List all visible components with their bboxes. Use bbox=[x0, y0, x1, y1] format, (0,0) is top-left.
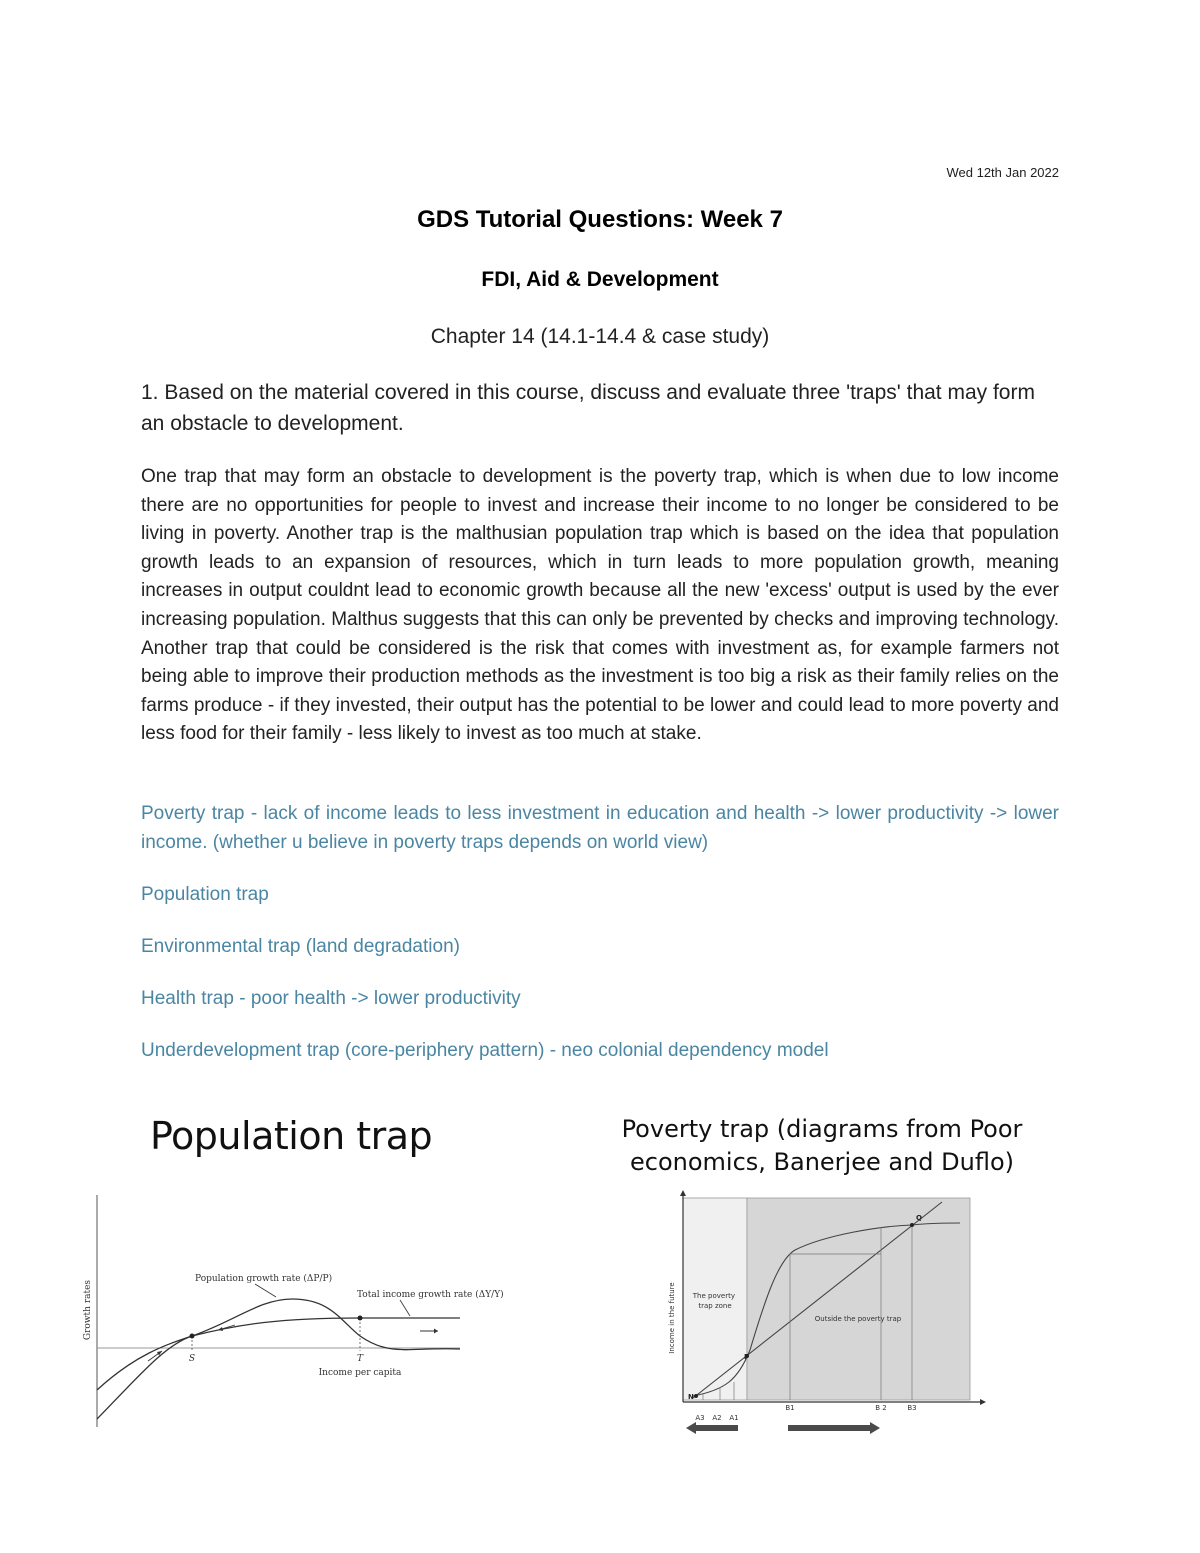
right-block-arrow bbox=[788, 1422, 880, 1434]
chapter-reference: Chapter 14 (14.1-14.4 & case study) bbox=[430, 325, 770, 348]
y-axis-label: Income in the future bbox=[668, 1282, 676, 1354]
document-title: GDS Tutorial Questions: Week 7 bbox=[417, 206, 783, 233]
t-label: T bbox=[356, 1354, 364, 1364]
equilibrium-s bbox=[190, 1334, 195, 1339]
note-poverty-trap: Poverty trap - lack of income leads to less investment in education and health -> lower productivity -> lower income. (whether u believe in poverty traps depends on world view) bbox=[141, 803, 1059, 853]
tick-b3: B3 bbox=[907, 1404, 917, 1412]
income-growth-curve bbox=[97, 1318, 460, 1390]
note-environmental-trap: Environmental trap (land degradation) bbox=[141, 936, 460, 957]
note-underdevelopment-trap: Underdevelopment trap (core-periphery pattern) - neo colonial dependency model bbox=[141, 1040, 829, 1061]
poverty-zone-label: The poverty trap zone bbox=[692, 1292, 735, 1310]
poverty-trap-title: Poverty trap (diagrams from Poor economics, Banerjee and Duflo) bbox=[621, 1115, 1023, 1176]
population-label-leader bbox=[255, 1284, 276, 1297]
arrow-right-head bbox=[434, 1329, 438, 1334]
tick-b2: B 2 bbox=[875, 1404, 887, 1412]
document-date: Wed 12th Jan 2022 bbox=[946, 165, 1059, 180]
note-health-trap: Health trap - poor health -> lower productivity bbox=[141, 988, 521, 1009]
tick-b1: B1 bbox=[785, 1404, 795, 1412]
population-trap-diagram bbox=[70, 1185, 510, 1435]
tick-a3: A3 bbox=[695, 1414, 705, 1422]
s-label: S bbox=[188, 1354, 196, 1364]
left-block-arrow bbox=[686, 1422, 738, 1434]
equilibrium-t bbox=[358, 1316, 363, 1321]
y-axis-label: Growth rates bbox=[83, 1279, 93, 1341]
tick-a1: A1 bbox=[729, 1414, 739, 1422]
poverty-trap-diagram bbox=[660, 1190, 1000, 1440]
population-trap-title: Population trap bbox=[150, 1114, 433, 1158]
answer-paragraph: One trap that may form an obstacle to development is the poverty trap, which is when due to low income there are no opportunities for people to invest and increase their income to no longer be considered to be living in poverty. Another trap is the malthusian population trap which is based on the idea that population growth leads to an expansion of resources, which in turn leads to more population growth, meaning increases in output couldnt lead to economic growth because all the new 'excess' output is used by the ever increasing population. Malthus suggests that this can only be prevented by checks and improving technology. Another trap that could be considered is the risk that comes with investment as, for example farmers not being able to improve their production methods as the investment is too big a risk as their family relies on the farms produce - if they invested, their output has the potential to be lower and could lead to more poverty and less food for their family - less likely to invest as too much at stake. bbox=[141, 466, 1059, 745]
x-axis-arrowhead bbox=[980, 1399, 986, 1405]
income-label-leader bbox=[400, 1300, 410, 1316]
point-p-label: P bbox=[744, 1353, 750, 1361]
point-q bbox=[910, 1223, 914, 1227]
income-growth-label: Total income growth rate (ΔY/Y) bbox=[357, 1290, 504, 1300]
y-axis-arrowhead bbox=[680, 1190, 686, 1196]
population-growth-label: Population growth rate (ΔP/P) bbox=[195, 1274, 333, 1284]
document-subtitle: FDI, Aid & Development bbox=[481, 268, 719, 291]
point-n bbox=[694, 1394, 698, 1398]
point-n-label: N bbox=[688, 1393, 694, 1401]
x-axis-label: Income per capita bbox=[318, 1368, 402, 1378]
point-q-label: Q bbox=[916, 1214, 922, 1222]
question-1: 1. Based on the material covered in this course, discuss and evaluate three 'traps' that may form an obstacle to development. bbox=[141, 381, 1035, 435]
note-population-trap: Population trap bbox=[141, 884, 269, 905]
outside-zone-label: Outside the poverty trap bbox=[814, 1315, 902, 1323]
outside-trap-zone bbox=[747, 1198, 970, 1400]
tick-a2: A2 bbox=[712, 1414, 722, 1422]
